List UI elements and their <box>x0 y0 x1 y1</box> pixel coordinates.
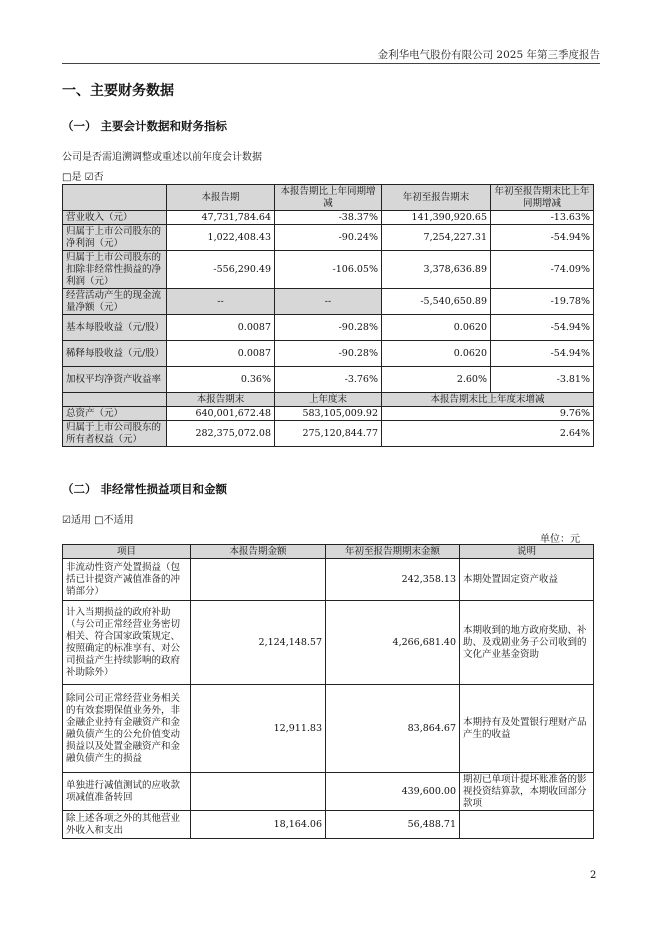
table-header-cell: 年初至报告期末比上年同期增减 <box>491 185 594 211</box>
table-cell: -3.81% <box>491 367 594 393</box>
subsection-title-2: （二） 非经常性损益项目和金额 <box>62 482 228 496</box>
table-cell: -74.09% <box>491 251 594 289</box>
report-header: 金利华电气股份有限公司 2025 年第三季度报告 <box>377 49 600 61</box>
restatement-options: □是 ☑否 <box>62 172 104 183</box>
table-header-cell <box>63 393 167 407</box>
table-cell: -556,290.49 <box>167 251 275 289</box>
row-label: 稀释每股收益（元/股） <box>63 341 167 367</box>
table-row <box>63 211 594 225</box>
table-cell: -19.78% <box>491 289 594 315</box>
table-header-cell: 说明 <box>460 545 594 559</box>
item-description: 本期持有及处置银行理财产品产生的收益 <box>460 685 594 773</box>
table-cell: 0.0087 <box>167 315 275 341</box>
table-cell: -- <box>275 289 382 315</box>
table-row <box>63 251 594 289</box>
table-row <box>63 685 594 773</box>
table-cell <box>191 559 326 601</box>
table-cell: -- <box>167 289 275 315</box>
table-cell: 0.0620 <box>382 315 491 341</box>
table-cell <box>191 773 326 811</box>
row-label: 基本每股收益（元/股） <box>63 315 167 341</box>
restatement-question: 公司是否需追溯调整或重述以前年度会计数据 <box>62 152 262 163</box>
table-row <box>63 811 594 839</box>
item-description <box>460 811 594 839</box>
table-cell: 83,864.67 <box>326 685 460 773</box>
table-cell: -106.05% <box>275 251 382 289</box>
table-row <box>63 225 594 251</box>
table-header-cell: 本报告期 <box>167 185 275 211</box>
table-cell: -54.94% <box>491 225 594 251</box>
row-label: 总资产（元） <box>63 407 167 421</box>
table-header-cell: 本报告期比上年同期增减 <box>275 185 382 211</box>
table-cell: 12,911.83 <box>191 685 326 773</box>
item-description: 本期收到的地方政府奖励、补助、及戏剧业务子公司收到的文化产业基金资助 <box>460 601 594 685</box>
table-row <box>63 407 594 421</box>
applicability-options: ☑适用 □不适用 <box>62 515 134 526</box>
table-cell: 56,488.71 <box>326 811 460 839</box>
item-label: 除上述各项之外的其他营业外收入和支出 <box>63 811 191 839</box>
item-label: 计入当期损益的政府补助（与公司正常经营业务密切相关、符合国家政策规定、按照确定的标准享有、对公司损益产生持续影响的政府补助除外） <box>63 601 191 685</box>
table-row <box>63 421 594 447</box>
table-cell: 7,254,227.31 <box>382 225 491 251</box>
header-divider <box>62 63 600 64</box>
table-cell: 3,378,636.89 <box>382 251 491 289</box>
table-cell: -5,540,650.89 <box>382 289 491 315</box>
financial-data-table <box>62 184 594 447</box>
table-row <box>63 601 594 685</box>
table-cell: 2,124,148.57 <box>191 601 326 685</box>
table-cell: 275,120,844.77 <box>275 421 382 447</box>
table-cell: 2.60% <box>382 367 491 393</box>
table-cell: -13.63% <box>491 211 594 225</box>
table-cell: 18,164.06 <box>191 811 326 839</box>
table-cell: 141,390,920.65 <box>382 211 491 225</box>
section-title: 一、主要财务数据 <box>62 83 174 99</box>
table-header-cell: 本报告期末比上年度末增减 <box>382 393 594 407</box>
table-header-cell: 本报告期金额 <box>191 545 326 559</box>
item-description: 期初已单项计提坏账准备的影视投资结算款，本期收回部分款项 <box>460 773 594 811</box>
table-cell: 0.0620 <box>382 341 491 367</box>
table-header-cell: 本报告期末 <box>167 393 275 407</box>
table-header-cell: 项目 <box>63 545 191 559</box>
table-cell: 4,266,681.40 <box>326 601 460 685</box>
row-label: 经营活动产生的现金流量净额（元） <box>63 289 167 315</box>
table-cell: 0.36% <box>167 367 275 393</box>
table-row <box>63 341 594 367</box>
table-header-cell: 年初至报告期期末金额 <box>326 545 460 559</box>
table-cell: -54.94% <box>491 315 594 341</box>
table-row <box>63 773 594 811</box>
table-cell: -90.24% <box>275 225 382 251</box>
table-header-cell: 年初至报告期末 <box>382 185 491 211</box>
table-cell: -38.37% <box>275 211 382 225</box>
item-description: 本期处置固定资产收益 <box>460 559 594 601</box>
table-row <box>63 367 594 393</box>
non-recurring-items-table <box>62 544 594 839</box>
row-label: 归属于上市公司股东的扣除非经常性损益的净利润（元） <box>63 251 167 289</box>
table-cell: 47,731,784.64 <box>167 211 275 225</box>
table-cell: -90.28% <box>275 315 382 341</box>
table-cell: 583,105,009.92 <box>275 407 382 421</box>
row-label: 归属于上市公司股东的净利润（元） <box>63 225 167 251</box>
table-row <box>63 315 594 341</box>
table-cell: 9.76% <box>382 407 594 421</box>
table-header-cell <box>63 185 167 211</box>
table-row <box>63 559 594 601</box>
table-cell: -90.28% <box>275 341 382 367</box>
unit-label: 单位：元 <box>540 534 580 545</box>
item-label: 非流动性资产处置损益（包括已计提资产减值准备的冲销部分） <box>63 559 191 601</box>
table-cell: 439,600.00 <box>326 773 460 811</box>
page-number: 2 <box>590 870 597 881</box>
table-cell: 0.0087 <box>167 341 275 367</box>
row-label: 加权平均净资产收益率 <box>63 367 167 393</box>
table-cell: -54.94% <box>491 341 594 367</box>
item-label: 单独进行减值测试的应收款项减值准备转回 <box>63 773 191 811</box>
table-cell: -3.76% <box>275 367 382 393</box>
table-header-cell: 上年度末 <box>275 393 382 407</box>
table-cell: 282,375,072.08 <box>167 421 275 447</box>
subsection-title-1: （一） 主要会计数据和财务指标 <box>62 119 228 133</box>
row-label: 归属于上市公司股东的所有者权益（元） <box>63 421 167 447</box>
row-label: 营业收入（元） <box>63 211 167 225</box>
table-cell: 2.64% <box>382 421 594 447</box>
table-cell: 640,001,672.48 <box>167 407 275 421</box>
table-row <box>63 289 594 315</box>
item-label: 除同公司正常经营业务相关的有效套期保值业务外，非金融企业持有金融资产和金融负债产生的公允价值变动损益以及处置金融资产和金融负债产生的损益 <box>63 685 191 773</box>
table-cell: 242,358.13 <box>326 559 460 601</box>
table-cell: 1,022,408.43 <box>167 225 275 251</box>
